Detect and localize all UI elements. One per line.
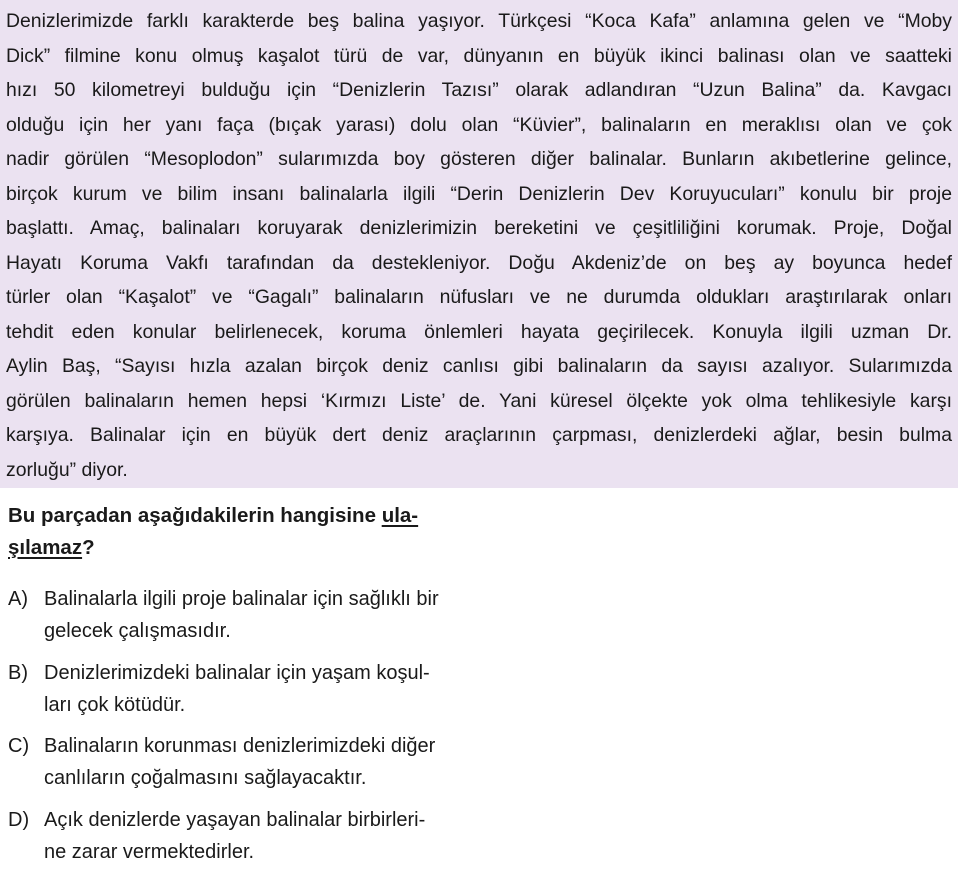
option-c[interactable] bbox=[8, 730, 508, 794]
question-stem bbox=[8, 500, 508, 564]
option-text bbox=[8, 583, 508, 647]
option-text bbox=[8, 804, 508, 868]
passage-line: Denizlerimizde farklı karakterde beş balina yaşıyor. Türkçesi “Koca Kafa” anlamına gelen ve “Moby bbox=[6, 10, 952, 32]
answer-options bbox=[8, 583, 508, 877]
question-text: Bu parçadan aşağıdakilerin hangisine bbox=[8, 504, 382, 527]
option-text-line: Balinalarla ilgili proje balinalar için sağlıklı bir bbox=[44, 588, 439, 610]
passage-line: hızı 50 kilometreyi bulduğu için “Denizlerin Tazısı” olarak adlandıran “Uzun Balina” da. Kavgacı bbox=[6, 79, 952, 101]
option-b[interactable] bbox=[8, 657, 508, 721]
question-emphasis: şılamaz bbox=[8, 536, 83, 559]
question-line bbox=[8, 532, 508, 564]
passage-line: tehdit eden konular belirlenecek, koruma önlemleri hayata geçirilecek. Konuyla ilgili uzman Dr. bbox=[6, 320, 952, 343]
passage-line: başlattı. Amaç, balinaları koruyarak denizlerimizin bereketini ve çeşitliliğini korumak. Proje, Doğal bbox=[6, 217, 952, 239]
option-d[interactable] bbox=[8, 804, 508, 868]
option-letter: D) bbox=[8, 808, 30, 831]
option-text-line: gelecek çalışmasıdır. bbox=[44, 620, 231, 642]
option-letter: C) bbox=[8, 735, 30, 757]
option-letter: A) bbox=[8, 588, 28, 610]
option-a[interactable] bbox=[8, 583, 508, 647]
passage-line: olduğu için her yanı faça (bıçak yarası) dolu olan “Küvier”, balinaların en meraklısı olan ve çok bbox=[6, 113, 952, 136]
option-text-line: canlıların çoğalmasını sağlayacaktır. bbox=[44, 767, 367, 789]
option-letter: B) bbox=[8, 661, 28, 684]
option-text-line: ne zarar vermektedirler. bbox=[44, 840, 255, 863]
passage-line: karşıya. Balinalar için en büyük dert deniz araçlarının çarpması, denizlerdeki ağlar, besin bulma bbox=[6, 424, 952, 446]
option-text-line: ları çok kötüdür. bbox=[44, 693, 186, 716]
passage-line: türler olan “Kaşalot” ve “Gagalı” balinaların nüfusları ve ne durumda oldukları araştırılarak onları bbox=[6, 286, 952, 308]
option-text bbox=[8, 657, 508, 721]
passage-line: Aylin Baş, “Sayısı hızla azalan birçok deniz canlısı gibi balinaların da sayısı azalıyor. Sularımızda bbox=[6, 355, 952, 377]
passage-line: zorluğu” diyor. bbox=[6, 458, 128, 481]
question-emphasis: ula- bbox=[381, 504, 419, 527]
option-text-line: Açık denizlerde yaşayan balinalar birbirleri- bbox=[44, 808, 426, 831]
passage-line: Dick” filmine konu olmuş kaşalot türü de var, dünyanın en büyük ikinci balinası olan ve saatteki bbox=[6, 44, 952, 67]
question-line bbox=[8, 500, 508, 532]
question-mark: ? bbox=[82, 536, 95, 559]
passage-line: Hayatı Koruma Vakfı tarafından da destekleniyor. Doğu Akdeniz’de on beş ay boyunca hedef bbox=[6, 251, 952, 274]
passage-line: nadir görülen “Mesoplodon” sularımızda boy gösteren diğer balinalar. Bunların akıbetlerine gelince, bbox=[6, 148, 952, 170]
passage-line: görülen balinaların hemen hepsi ‘Kırmızı Liste’ de. Yani küresel ölçekte yok olma tehlikesiyle karşı bbox=[6, 389, 952, 412]
option-text-line: Denizlerimizdeki balinalar için yaşam koşul- bbox=[44, 661, 430, 684]
passage-line: birçok kurum ve bilim insanı balinalarla ilgili “Derin Denizlerin Dev Koruyucuları” konulu bir proje bbox=[6, 182, 952, 205]
option-text-line: Balinaların korunması denizlerimizdeki diğer bbox=[44, 735, 436, 757]
option-text bbox=[8, 730, 508, 794]
